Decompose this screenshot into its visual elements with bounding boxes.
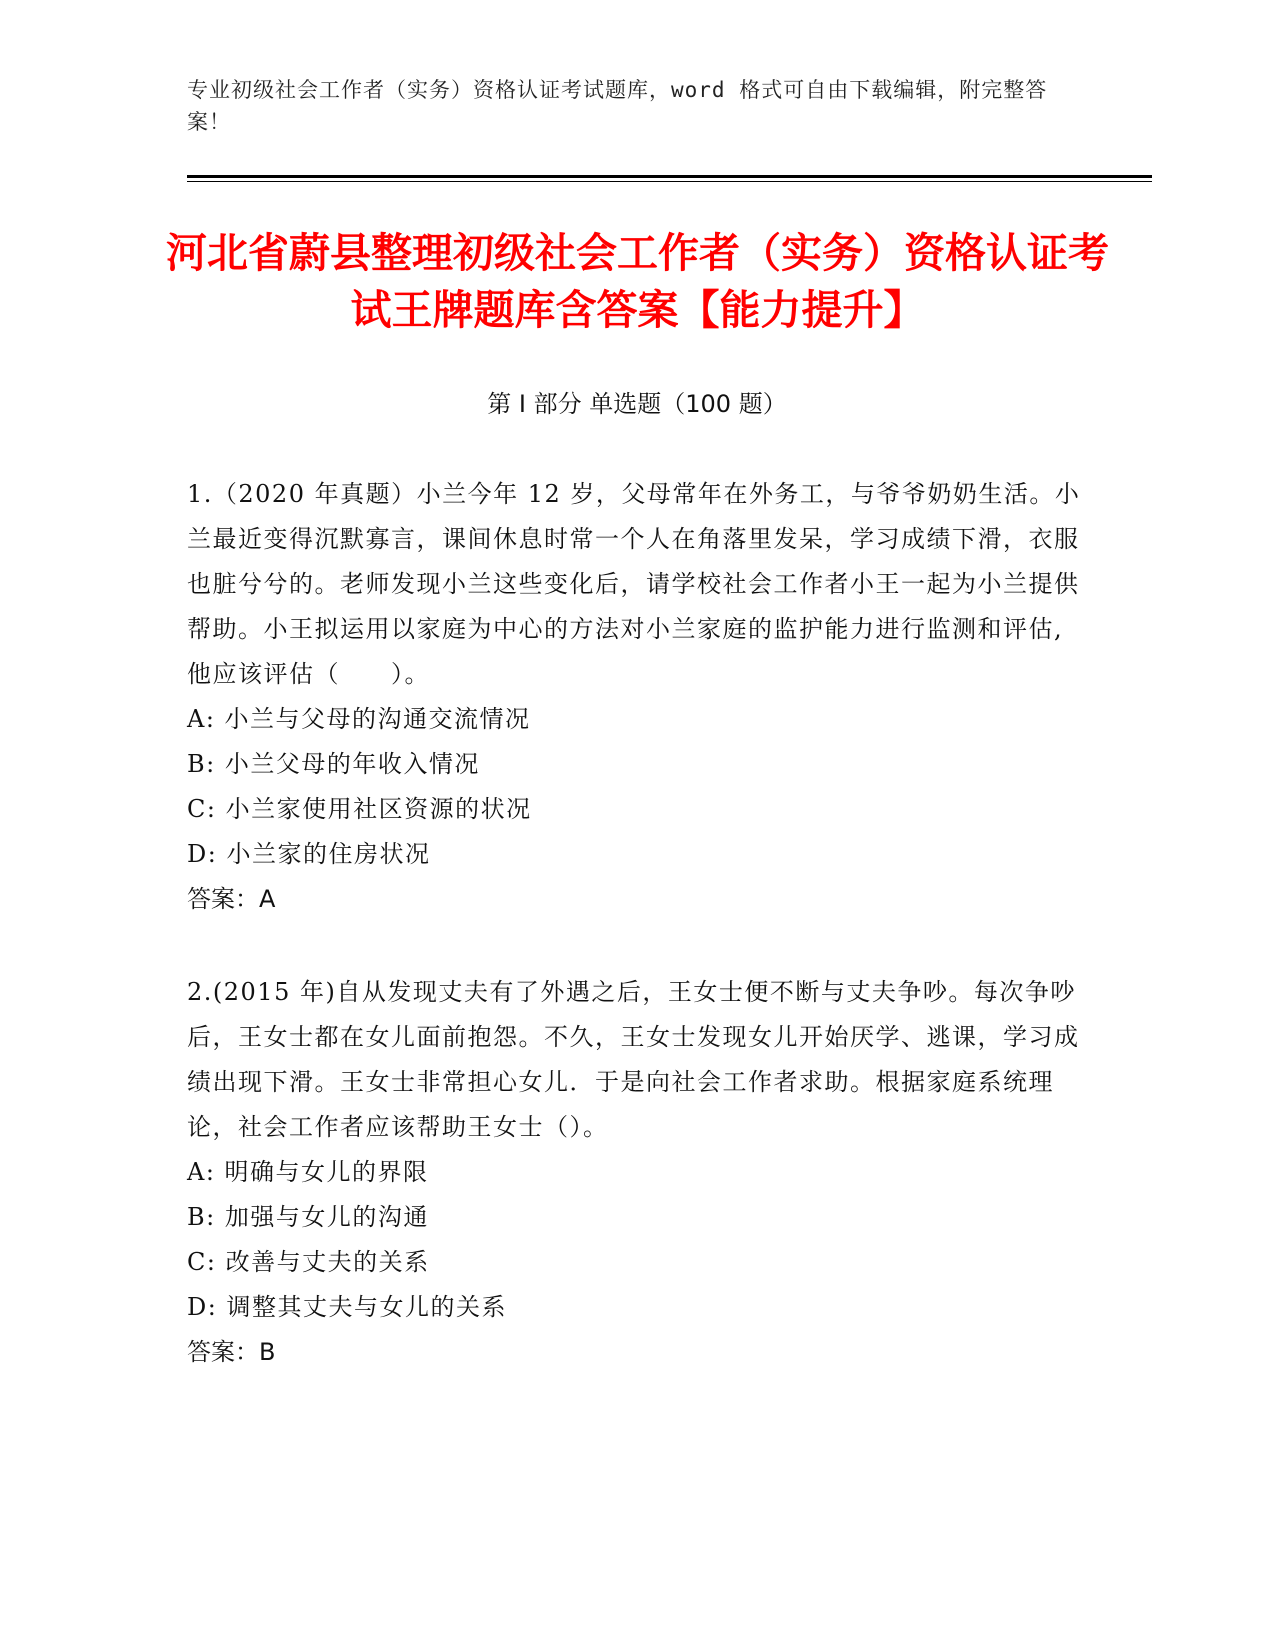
header-divider-thin: [187, 181, 1152, 182]
question-1: [187, 472, 1087, 922]
option-c: C: 小兰家使用社区资源的状况: [187, 795, 532, 823]
option-d: D: 小兰家的住房状况: [187, 840, 431, 868]
document-title: 河北省蔚县整理初级社会工作者（实务）资格认证考试王牌题库含答案【能力提升】: [166, 229, 1109, 334]
header-divider-thick: [187, 175, 1152, 178]
option-a: A: 明确与女儿的界限: [187, 1158, 429, 1186]
question-stem: 1.（2020 年真题）小兰今年 12 岁，父母常年在外务工，与爷爷奶奶生活。小兰最近变得沉默寡言，课间休息时常一个人在角落里发呆，学习成绩下滑，衣服也脏兮兮的。老师发现小兰这些变化后，请学校社会工作者小王一起为小兰提供帮助。小王拟运用以家庭为中心的方法对小兰家庭的监护能力进行监测和评估,他应该评估（ ）。: [187, 480, 1081, 688]
option-a: A: 小兰与父母的沟通交流情况: [187, 705, 531, 733]
answer-line: 答案：A: [187, 885, 276, 913]
option-c: C: 改善与丈夫的关系: [187, 1248, 430, 1276]
question-stem: 2.(2015 年)自从发现丈夫有了外遇之后，王女士便不断与丈夫争吵。每次争吵后，王女士都在女儿面前抱怨。不久，王女士发现女儿开始厌学、逃课，学习成绩出现下滑。王女士非常担心女儿．于是向社会工作者求助。根据家庭系统理论，社会工作者应该帮助王女士（）。: [187, 978, 1080, 1141]
option-b: B: 小兰父母的年收入情况: [187, 750, 480, 778]
header-note: 专业初级社会工作者（实务）资格认证考试题库，word 格式可自由下载编辑，附完整答案！: [187, 78, 1048, 134]
section-heading: 第 I 部分 单选题（100 题）: [487, 390, 787, 418]
option-d: D: 调整其丈夫与女儿的关系: [187, 1293, 507, 1321]
option-b: B: 加强与女儿的沟通: [187, 1203, 429, 1231]
answer-line: 答案：B: [187, 1338, 276, 1366]
question-2: [187, 970, 1087, 1375]
